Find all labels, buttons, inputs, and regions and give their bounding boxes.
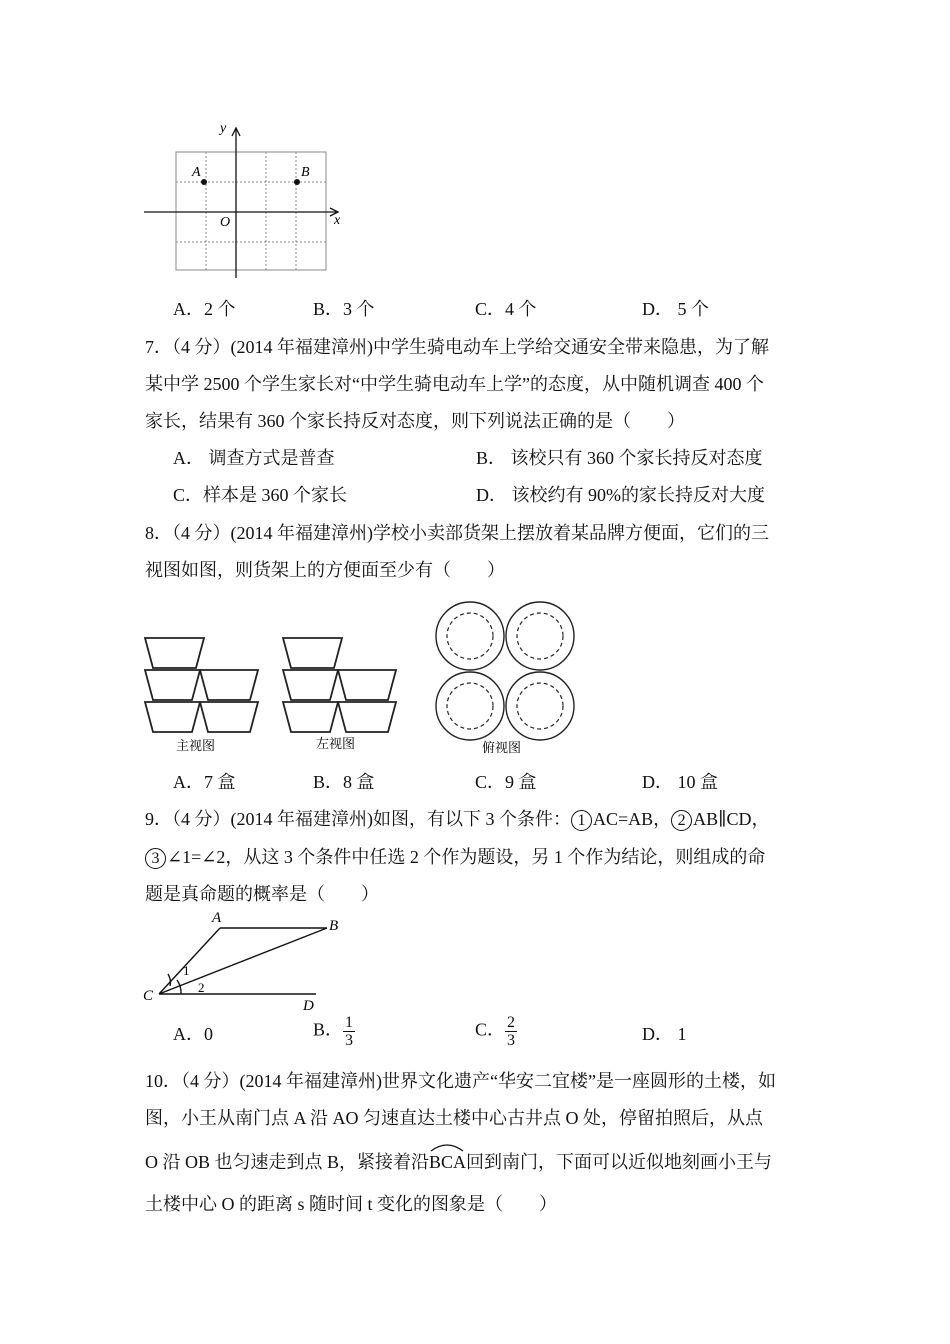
y-axis-label: y — [220, 121, 227, 136]
origin-label: O — [220, 215, 231, 230]
condition-3-marker: 3 — [145, 848, 166, 869]
q10-stem-line-3 — [145, 1151, 772, 1173]
vertex-d-label: D — [303, 998, 314, 1014]
arc-bca — [429, 1151, 466, 1173]
q10-stem-line-1: 10．（4 分）(2014 年福建漳州)世界文化遗产“华安二宜楼”是一座圆形的土楼，如 — [145, 1071, 776, 1091]
arc-label: BCA — [429, 1152, 467, 1172]
vertex-a-label: A — [212, 910, 222, 926]
q9-stem-prefix: 9．（4 分）(2014 年福建漳州)如图，有以下 3 个条件： — [145, 809, 571, 829]
vertex-b-label: B — [329, 918, 339, 934]
q8-option-a[interactable]: A．7 盒 — [173, 772, 236, 792]
q6-option-a[interactable]: A．2 个 — [173, 299, 236, 319]
q6-coordinate-figure — [140, 118, 360, 283]
q10-stem-line-2: 图，小王从南门点 A 沿 AO 匀速直达土楼中心古井点 O 处，停留拍照后，从点 — [145, 1108, 763, 1128]
q8-front-view-figure — [140, 632, 265, 754]
q9-stem-line-2 — [145, 846, 765, 869]
q8-stem-line-2: 视图如图，则货架上的方便面至少有（ ） — [145, 560, 505, 580]
q8-option-c[interactable]: C．9 盒 — [475, 772, 537, 792]
q7-option-d[interactable]: D． 该校约有 90%的家长持反对大度 — [476, 485, 765, 505]
q7-stem-line-1: 7．（4 分）(2014 年福建漳州)中学生骑电动车上学给交通安全带来隐患，为了解 — [145, 337, 769, 357]
point-a — [201, 179, 207, 185]
q8-left-view-figure — [278, 632, 403, 754]
condition-2-marker: 2 — [671, 810, 692, 831]
q9-stem-line-2-text: ∠1=∠2，从这 3 个条件中任选 2 个作为题设，另 1 个作为结论，则组成的命 — [167, 847, 766, 867]
arc-symbol-icon — [429, 1142, 465, 1152]
q10-line-3-suffix: 回到南门，下面可以近似地刻画小王与 — [466, 1152, 773, 1172]
q7-stem-line-2: 某中学 2500 个学生家长对“中学生骑电动车上学”的态度，从中随机调查 400 个 — [145, 374, 764, 394]
q9-geometry-figure — [140, 908, 350, 1014]
q6-option-c[interactable]: C．4 个 — [475, 299, 537, 319]
q9-option-b[interactable] — [313, 1014, 355, 1049]
left-view-label: 左视图 — [316, 737, 356, 752]
q8-top-view-figure — [430, 596, 585, 758]
point-a-label: A — [192, 165, 201, 180]
q7-option-b[interactable]: B． 该校只有 360 个家长持反对态度 — [476, 448, 763, 468]
q9-option-c[interactable] — [475, 1014, 517, 1049]
q7-option-a[interactable]: A． 调查方式是普查 — [173, 448, 335, 468]
q9-stem-line-3: 题是真命题的概率是（ ） — [145, 884, 379, 904]
fraction-denominator: 3 — [345, 1032, 354, 1049]
angle-2-label: 2 — [198, 980, 205, 995]
q7-stem-line-3: 家长，结果有 360 个家长持反对态度，则下列说法正确的是（ ） — [145, 411, 685, 431]
q9-option-d[interactable]: D． 1 — [642, 1024, 687, 1044]
top-view-label: 俯视图 — [482, 741, 522, 756]
fraction-numerator: 2 — [507, 1014, 516, 1031]
q8-option-b[interactable]: B．8 盒 — [313, 772, 375, 792]
q6-option-b[interactable]: B．3 个 — [313, 299, 375, 319]
vertex-c-label: C — [143, 988, 154, 1004]
angle-1-label: 1 — [183, 963, 190, 978]
q7-option-c[interactable]: C．样本是 360 个家长 — [173, 485, 348, 505]
point-b-label: B — [301, 165, 310, 180]
fraction-numerator: 1 — [345, 1014, 354, 1031]
q9-option-a[interactable]: A．0 — [173, 1024, 213, 1044]
q8-option-d[interactable]: D． 10 盒 — [642, 772, 718, 792]
q9-option-b-label: B． — [313, 1019, 344, 1040]
q10-line-3-prefix: O 沿 OB 也匀速走到点 B，紧接着沿 — [145, 1152, 430, 1172]
q10-stem-line-4: 土楼中心 O 的距离 s 随时间 t 变化的图象是（ ） — [145, 1194, 558, 1214]
q9-option-c-fraction — [505, 1014, 517, 1049]
condition-1-text: AC=AB， — [593, 809, 672, 829]
x-axis-label: x — [334, 213, 341, 228]
q9-stem-line-1 — [145, 808, 770, 831]
condition-2-text: AB∥CD， — [693, 809, 770, 829]
condition-1-marker: 1 — [571, 810, 592, 831]
q9-option-b-fraction — [343, 1014, 355, 1049]
fraction-denominator: 3 — [507, 1032, 516, 1049]
q9-option-c-label: C． — [475, 1019, 506, 1040]
q8-stem-line-1: 8．（4 分）(2014 年福建漳州)学校小卖部货架上摆放着某品牌方便面，它们的三 — [145, 523, 769, 543]
front-view-label: 主视图 — [176, 739, 216, 754]
q6-option-d[interactable]: D． 5 个 — [642, 299, 709, 319]
point-b — [294, 179, 300, 185]
